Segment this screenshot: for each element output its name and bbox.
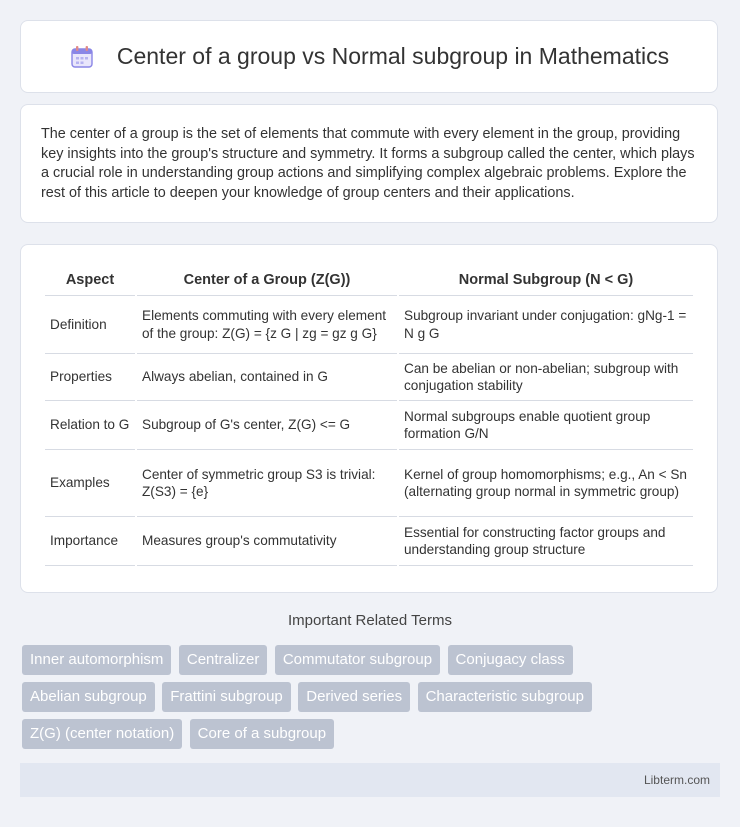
table-cell-normal: Kernel of group homomorphisms; e.g., An < Sn (alternating group normal in symmetric group): [399, 450, 693, 517]
page-title: Center of a group vs Normal subgroup in Mathematics: [116, 43, 670, 69]
table-cell-normal: Subgroup invariant under conjugation: gNg-1 = N g G: [399, 296, 693, 354]
table-cell-center: Measures group's commutativity: [137, 517, 397, 566]
column-header-aspect: Aspect: [45, 265, 135, 296]
related-term-tag[interactable]: Frattini subgroup: [162, 682, 291, 712]
related-term-tag[interactable]: Centralizer: [179, 645, 268, 675]
column-header-normal: Normal Subgroup (N < G): [399, 265, 693, 296]
related-terms-title: Important Related Terms: [288, 612, 452, 629]
related-term-tag[interactable]: Conjugacy class: [448, 645, 573, 675]
related-term-tag[interactable]: Derived series: [298, 682, 410, 712]
related-term-tag[interactable]: Characteristic subgroup: [418, 682, 592, 712]
intro-text: The center of a group is the set of elements that commute with every element in the group, providing key insights into the group's structure and symmetry. It forms a subgroup called the center, which plays a crucial role in understanding group actions and simplifying complex algebraic problems. Explore the rest of this article to deepen your knowledge of group centers and their applications.: [41, 126, 695, 201]
table-row: [45, 354, 693, 401]
footer: [20, 763, 720, 797]
related-term-tag[interactable]: Abelian subgroup: [22, 682, 155, 712]
table-cell-center: Center of symmetric group S3 is trivial: Z(S3) = {e}: [137, 450, 397, 517]
table-row: [45, 517, 693, 566]
table-cell-normal: Essential for constructing factor groups and understanding group structure: [399, 517, 693, 566]
related-terms-list: [22, 645, 722, 756]
comparison-card: [20, 244, 718, 593]
table-cell-center: Subgroup of G's center, Z(G) <= G: [137, 401, 397, 450]
related-term-tag[interactable]: Core of a subgroup: [190, 719, 334, 749]
table-header-row: [45, 265, 693, 296]
table-cell-aspect: Relation to G: [45, 401, 135, 450]
related-term-tag[interactable]: Inner automorphism: [22, 645, 171, 675]
related-term-tag[interactable]: Z(G) (center notation): [22, 719, 182, 749]
table-cell-aspect: Properties: [45, 354, 135, 401]
header-card: [20, 20, 718, 93]
related-term-tag[interactable]: Commutator subgroup: [275, 645, 440, 675]
column-header-center: Center of a Group (Z(G)): [137, 265, 397, 296]
table-cell-center: Always abelian, contained in G: [137, 354, 397, 401]
table-cell-aspect: Examples: [45, 450, 135, 517]
table-cell-aspect: Importance: [45, 517, 135, 566]
table-cell-normal: Normal subgroups enable quotient group formation G/N: [399, 401, 693, 450]
table-cell-center: Elements commuting with every element of the group: Z(G) = {z G | zg = gz g G}: [137, 296, 397, 354]
table-row: [45, 401, 693, 450]
table-row: [45, 450, 693, 517]
intro-card: [20, 104, 718, 223]
table-cell-normal: Can be abelian or non-abelian; subgroup with conjugation stability: [399, 354, 693, 401]
table-row: [45, 296, 693, 354]
calendar-icon: [69, 44, 95, 70]
footer-brand-link[interactable]: Libterm.com: [643, 773, 710, 787]
table-cell-aspect: Definition: [45, 296, 135, 354]
comparison-table: [43, 265, 695, 566]
